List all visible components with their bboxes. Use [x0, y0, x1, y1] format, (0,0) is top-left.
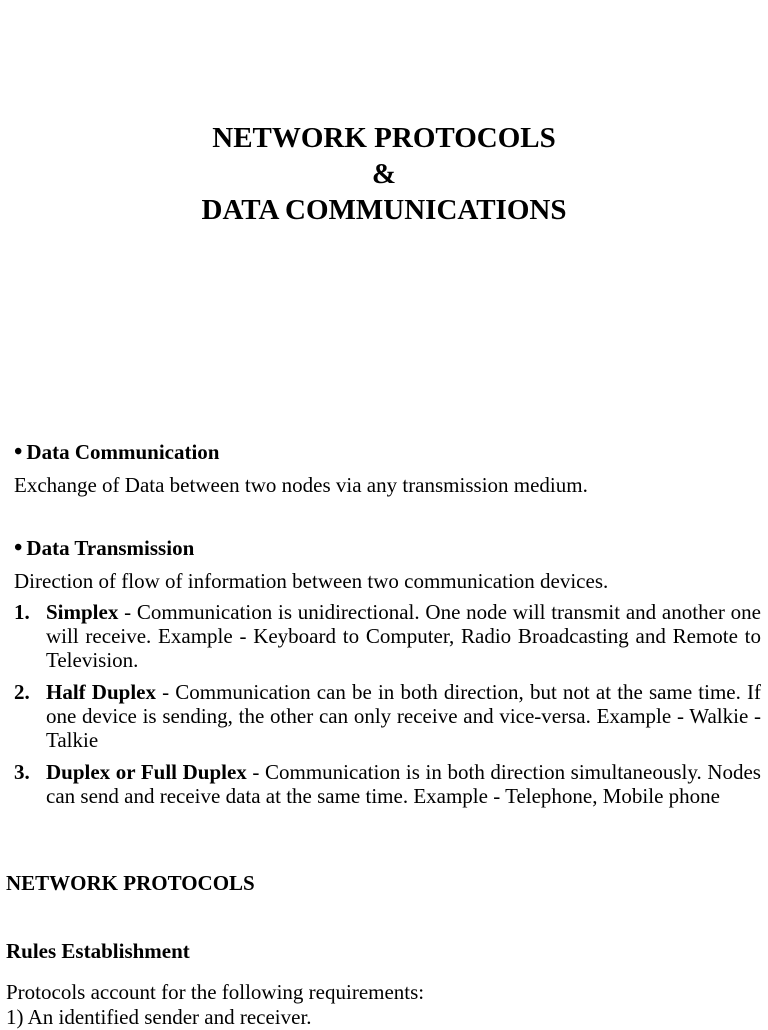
data-transmission-definition: Direction of flow of information between two communication devices.: [14, 569, 609, 593]
data-communication-heading: [14, 439, 220, 465]
term: Half Duplex: [46, 680, 156, 704]
network-protocols-heading: NETWORK PROTOCOLS: [6, 871, 255, 895]
rules-establishment-heading: Rules Establishment: [6, 939, 190, 963]
transmission-modes-list: [14, 600, 761, 816]
list-item-body: [46, 600, 761, 672]
term: Duplex or Full Duplex: [46, 760, 247, 784]
requirement-item-1: 1) An identified sender and receiver.: [6, 1005, 312, 1029]
list-item-full-duplex: [14, 760, 761, 808]
heading-text: Data Transmission: [26, 536, 195, 560]
data-transmission-heading: [14, 535, 194, 561]
bullet-icon: •: [14, 535, 23, 561]
document-title: [0, 120, 768, 228]
description: - Communication can be in both direction, but not at the same time. If one device is sending, the other can only receive and vice-versa. Example - Walkie - Talkie: [46, 680, 761, 752]
protocols-intro: Protocols account for the following requirements:: [6, 980, 425, 1004]
title-line-3: DATA COMMUNICATIONS: [201, 194, 567, 226]
term: Simplex: [46, 600, 119, 624]
title-line-2: &: [371, 158, 397, 190]
list-item-body: [46, 760, 761, 808]
list-number: 3.: [14, 760, 30, 784]
title-line-1: NETWORK PROTOCOLS: [212, 122, 556, 154]
data-communication-definition: Exchange of Data between two nodes via any transmission medium.: [14, 473, 588, 497]
list-item-simplex: [14, 600, 761, 672]
bullet-icon: •: [14, 439, 23, 465]
list-item-body: [46, 680, 761, 752]
list-item-half-duplex: [14, 680, 761, 752]
description: - Communication is unidirectional. One node will transmit and another one will receive. Example - Keyboard to Computer, Radio Broadcasting and Remote to Television.: [46, 600, 761, 672]
heading-text: Data Communication: [26, 440, 220, 464]
list-number: 1.: [14, 600, 30, 624]
list-number: 2.: [14, 680, 30, 704]
description: - Communication is in both direction simultaneously. Nodes can send and receive data at the same time. Example - Telephone, Mobile phone: [46, 760, 761, 808]
